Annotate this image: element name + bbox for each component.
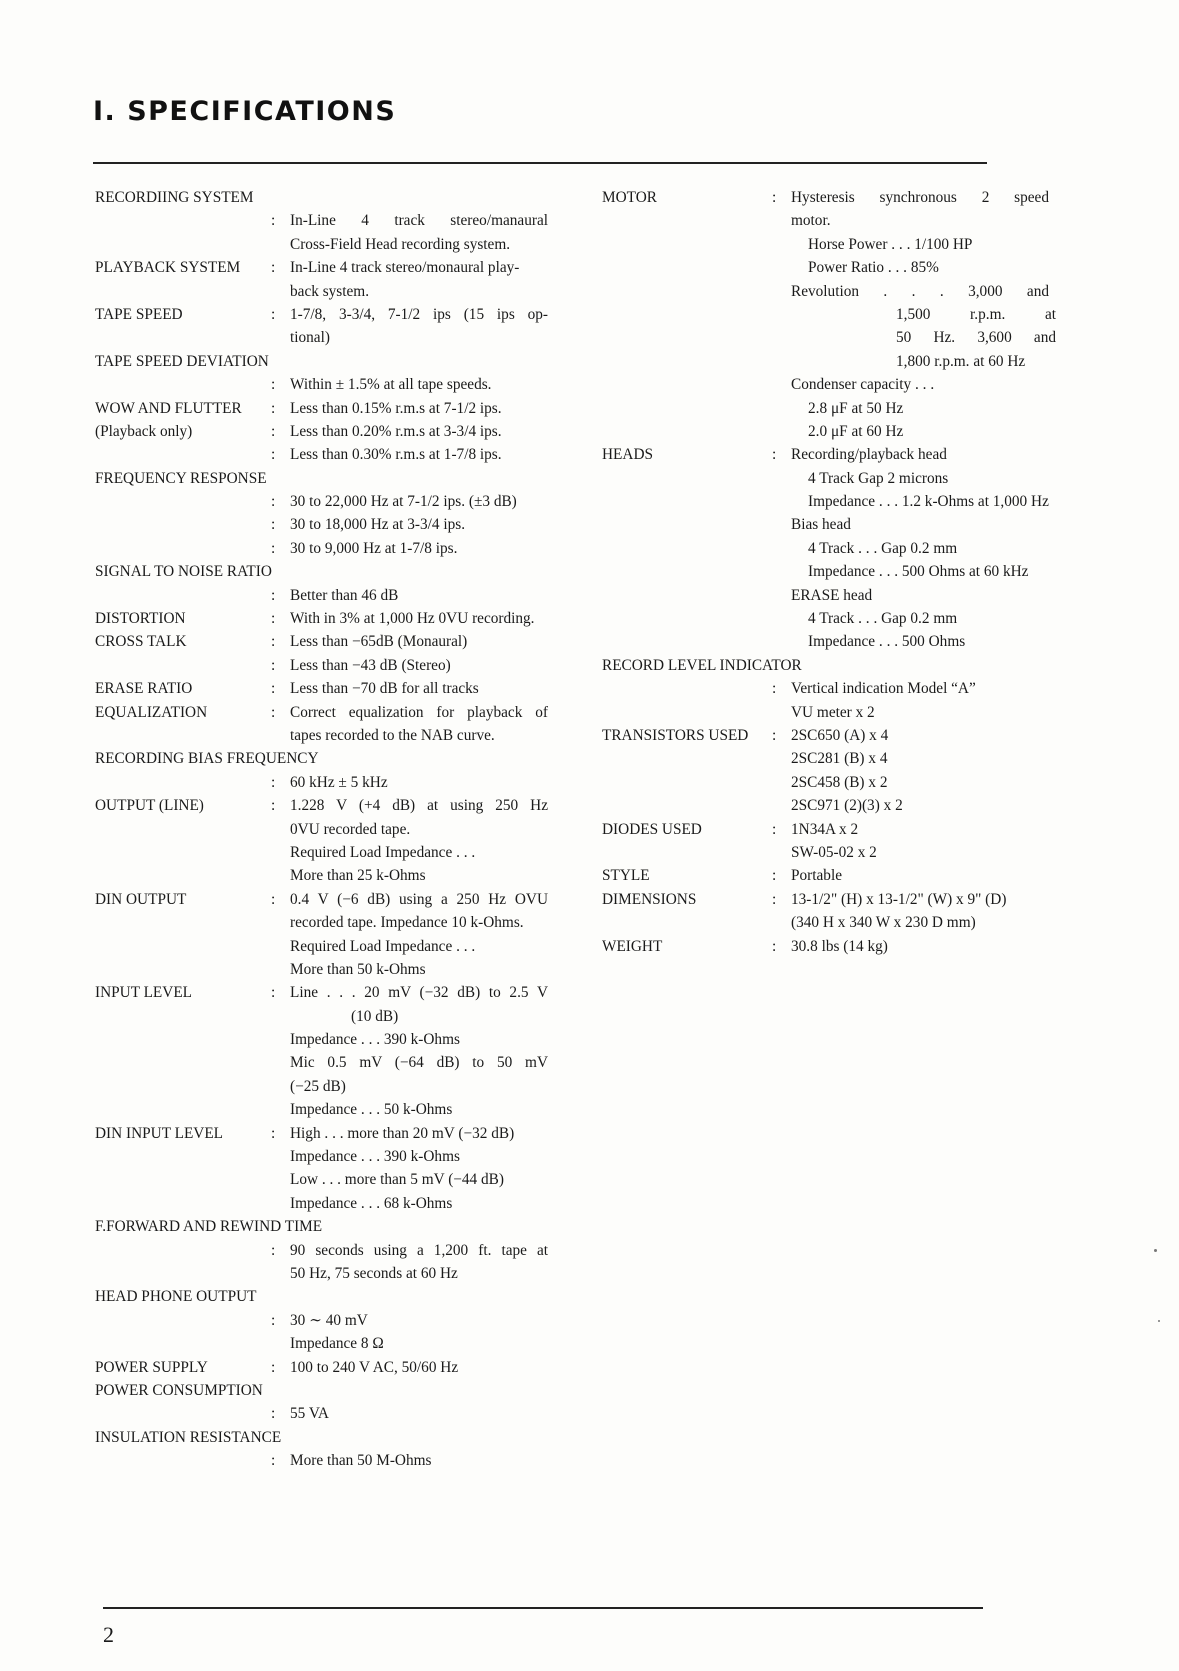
spec-value: Impedance . . . 68 k-Ohms [290,1194,453,1212]
spec-row-continuation [602,513,1082,536]
spec-value: tional) [290,329,330,347]
spec-value: 4 Track . . . Gap 0.2 mm [808,539,958,557]
page-number: 2 [103,1622,114,1647]
scan-speck [1154,1249,1157,1252]
spec-value: In-Line 4 track stereo/monaural play- [290,259,520,277]
spec-row-continuation [602,537,1082,560]
spec-row-playback-only [95,420,555,443]
top-rule [93,162,987,164]
spec-colon: : [271,1124,276,1142]
spec-value: 100 to 240 V AC, 50/60 Hz [290,1358,459,1376]
spec-row-dimensions [602,888,1082,911]
spec-value: 60 kHz ± 5 kHz [290,773,388,791]
spec-value: VU meter x 2 [791,703,875,721]
spec-row-continuation [95,1028,555,1051]
spec-row-head-phone-output [95,1285,555,1308]
spec-value: In-Line 4 track stereo/manaural [290,212,548,230]
spec-value: back system. [290,282,370,300]
spec-row-continuation [95,1449,555,1472]
spec-colon: : [772,890,777,908]
spec-value: 2.8 μF at 50 Hz [808,399,904,417]
spec-label: RECORD LEVEL INDICATOR [602,656,802,674]
spec-label: TAPE SPEED [95,305,183,323]
spec-value: 2.0 μF at 60 Hz [808,422,904,440]
spec-colon: : [271,984,276,1002]
spec-row-continuation [95,771,555,794]
spec-row-continuation [95,1145,555,1168]
spec-value: Hysteresis synchronous 2 speed [791,189,1049,206]
spec-value: 2SC971 (2)(3) x 2 [791,797,903,815]
spec-row-continuation [95,1168,555,1191]
spec-value: 30 to 9,000 Hz at 1-7/8 ips. [290,539,458,557]
spec-value: Line . . . 20 mV (−32 dB) to 2.5 V [290,984,548,1002]
spec-label: RECORDING BIAS FREQUENCY [95,750,319,768]
spec-row-continuation [602,233,1082,256]
spec-colon: : [271,1405,276,1423]
spec-value: 4 Track . . . Gap 0.2 mm [808,610,958,628]
right-spec-column [602,186,1082,958]
spec-row-power-consumption [95,1379,555,1402]
spec-row-tape-speed [95,303,555,326]
spec-value: tapes recorded to the NAB curve. [290,726,495,744]
spec-row-continuation [602,841,1082,864]
spec-row-transistors-used [602,724,1082,747]
spec-row-cross-talk [95,630,555,653]
spec-row-continuation [95,958,555,981]
spec-value: More than 50 M-Ohms [290,1452,432,1470]
spec-value: Impedance 8 Ω [290,1335,384,1353]
spec-label: MOTOR [602,189,657,206]
page-title: I. SPECIFICATIONS [93,96,397,127]
spec-row-continuation [602,560,1082,583]
spec-row-continuation [95,490,555,513]
spec-value: Bias head [791,516,851,534]
spec-colon: : [271,422,276,440]
spec-row-continuation [95,1005,555,1028]
spec-label: TAPE SPEED DEVIATION [95,352,269,370]
spec-label: STYLE [602,867,650,885]
spec-value: 2SC458 (B) x 2 [791,773,888,791]
spec-label: POWER CONSUMPTION [95,1381,263,1399]
spec-row-continuation [95,654,555,677]
spec-value: 1,500 r.p.m. at [896,305,1056,323]
spec-row-continuation [95,443,555,466]
spec-label: CROSS TALK [95,633,187,651]
spec-value: 1,800 r.p.m. at 60 Hz [896,352,1026,370]
spec-value: Impedance . . . 50 k-Ohms [290,1101,453,1119]
spec-value: Within ± 1.5% at all tape speeds. [290,376,492,394]
spec-colon: : [271,212,276,230]
spec-value: Impedance . . . 1.2 k-Ohms at 1,000 Hz [808,493,1049,511]
spec-value: Impedance . . . 390 k-Ohms [290,1031,460,1049]
spec-row-continuation [95,1332,555,1355]
spec-value: Correct equalization for playback of [290,703,548,721]
spec-label: DISTORTION [95,610,186,628]
spec-colon: : [772,867,777,885]
spec-row-continuation [95,326,555,349]
spec-value: Portable [791,867,842,885]
spec-row-wow-and-flutter [95,397,555,420]
spec-row-continuation [95,911,555,934]
spec-value: With in 3% at 1,000 Hz 0VU recording. [290,610,535,628]
spec-colon: : [271,305,276,323]
spec-label: HEADS [602,446,653,464]
spec-value: (−25 dB) [290,1077,346,1095]
spec-row-continuation [95,1309,555,1332]
spec-colon: : [271,586,276,604]
spec-value: Less than 0.30% r.m.s at 1-7/8 ips. [290,446,502,464]
spec-colon: : [271,376,276,394]
spec-row-continuation [602,397,1082,420]
spec-value: 30 to 22,000 Hz at 7-1/2 ips. (±3 dB) [290,493,517,511]
spec-row-continuation [602,747,1082,770]
spec-colon: : [772,446,777,464]
spec-row-continuation [95,584,555,607]
left-spec-column [95,186,555,1472]
spec-row-output-line [95,794,555,817]
spec-value: Impedance . . . 390 k-Ohms [290,1148,460,1166]
spec-row-continuation [95,1402,555,1425]
spec-row-continuation [602,209,1082,232]
spec-colon: : [271,493,276,511]
spec-value: High . . . more than 20 mV (−32 dB) [290,1124,515,1142]
spec-colon: : [271,610,276,628]
scan-speck [1158,1320,1160,1322]
spec-value: 0.4 V (−6 dB) using a 250 Hz OVU [290,890,548,908]
spec-label: HEAD PHONE OUTPUT [95,1288,257,1306]
spec-row-din-output [95,888,555,911]
spec-colon: : [271,703,276,721]
spec-value: 2SC281 (B) x 4 [791,750,888,768]
spec-row-continuation [95,513,555,536]
spec-value: 1.228 V (+4 dB) at using 250 Hz [290,797,548,815]
spec-value: ERASE head [791,586,873,604]
spec-colon: : [271,1241,276,1259]
spec-row-continuation [95,373,555,396]
spec-row-continuation [95,209,555,232]
spec-row-motor [602,186,1082,209]
spec-value: Revolution . . . 3,000 and [791,282,1049,300]
spec-label: FREQUENCY RESPONSE [95,469,267,487]
spec-value: Impedance . . . 500 Ohms at 60 kHz [808,563,1029,581]
spec-label: RECORDIING SYSTEM [95,189,254,206]
spec-value: Less than −65dB (Monaural) [290,633,468,651]
spec-row-equalization [95,701,555,724]
spec-value: 30 to 18,000 Hz at 3-3/4 ips. [290,516,466,534]
spec-row-continuation [95,537,555,560]
spec-row-continuation [602,373,1082,396]
spec-label: WOW AND FLUTTER [95,399,242,417]
spec-row-din-input-level [95,1122,555,1145]
spec-value: Less than −43 dB (Stereo) [290,656,451,674]
spec-row-continuation [95,864,555,887]
spec-value: Better than 46 dB [290,586,399,604]
spec-row-continuation [95,818,555,841]
spec-value: (340 H x 340 W x 230 D mm) [791,914,976,932]
spec-row-continuation [602,584,1082,607]
spec-row-f-forward-and-rewind-time [95,1215,555,1238]
spec-row-continuation [602,256,1082,279]
spec-row-continuation [602,303,1082,326]
spec-row-continuation [602,630,1082,653]
spec-row-continuation [602,677,1082,700]
spec-value: 90 seconds using a 1,200 ft. tape at [290,1241,548,1259]
spec-colon: : [772,820,777,838]
spec-value: 1N34A x 2 [791,820,859,838]
spec-row-continuation [95,1262,555,1285]
spec-value: 0VU recorded tape. [290,820,411,838]
spec-value: Vertical indication Model “A” [791,680,976,698]
spec-row-recording-bias-frequency [95,747,555,770]
spec-value: More than 50 k-Ohms [290,960,426,978]
spec-row-insulation-resistance [95,1426,555,1449]
spec-row-continuation [602,350,1082,373]
spec-value: Less than 0.15% r.m.s at 7-1/2 ips. [290,399,502,417]
spec-colon: : [772,726,777,744]
spec-value: Low . . . more than 5 mV (−44 dB) [290,1171,504,1189]
spec-row-continuation [95,1239,555,1262]
spec-label: TRANSISTORS USED [602,726,749,744]
spec-value: Less than −70 dB for all tracks [290,680,479,698]
spec-colon: : [271,446,276,464]
spec-row-continuation [95,935,555,958]
spec-row-power-supply [95,1356,555,1379]
spec-value: 55 VA [290,1405,329,1423]
spec-row-record-level-indicator [602,654,1082,677]
spec-row-continuation [602,911,1082,934]
spec-row-continuation [602,794,1082,817]
spec-colon: : [271,516,276,534]
spec-value: Condenser capacity . . . [791,376,935,394]
spec-value: 4 Track Gap 2 microns [808,469,949,487]
spec-label: INSULATION RESISTANCE [95,1428,282,1446]
spec-row-signal-to-noise-ratio [95,560,555,583]
spec-row-continuation [602,326,1082,349]
spec-row-continuation [602,701,1082,724]
spec-label: ERASE RATIO [95,680,193,698]
spec-colon: : [271,1358,276,1376]
spec-value: (10 dB) [351,1007,399,1025]
spec-label: DIN INPUT LEVEL [95,1124,224,1142]
spec-row-continuation [602,467,1082,490]
spec-row-style [602,864,1082,887]
spec-value: Mic 0.5 mV (−64 dB) to 50 mV [290,1054,548,1072]
spec-label: SIGNAL TO NOISE RATIO [95,563,272,581]
spec-label: DIODES USED [602,820,702,838]
spec-row-continuation [602,280,1082,303]
spec-colon: : [271,399,276,417]
spec-row-continuation [95,841,555,864]
spec-row-continuation [95,724,555,747]
spec-label: WEIGHT [602,937,663,955]
spec-row-continuation [602,607,1082,630]
spec-colon: : [271,890,276,908]
spec-row-diodes-used [602,818,1082,841]
spec-value: Required Load Impedance . . . [290,843,476,861]
spec-row-input-level [95,981,555,1004]
spec-colon: : [271,680,276,698]
spec-row-continuation [95,1051,555,1074]
spec-label: DIMENSIONS [602,890,697,908]
spec-label: OUTPUT (LINE) [95,797,204,815]
spec-colon: : [772,189,777,206]
spec-colon: : [772,680,777,698]
spec-value: Cross-Field Head recording system. [290,235,511,253]
spec-colon: : [271,539,276,557]
spec-value: 50 Hz. 3,600 and [896,329,1056,347]
spec-row-tape-speed-deviation [95,350,555,373]
spec-row-continuation [95,1098,555,1121]
spec-label: POWER SUPPLY [95,1358,208,1376]
spec-value: motor. [791,212,831,230]
spec-row-distortion [95,607,555,630]
spec-row-continuation [602,420,1082,443]
bottom-rule [103,1607,983,1609]
spec-value: More than 25 k-Ohms [290,867,426,885]
spec-row-playback-system [95,256,555,279]
spec-colon: : [271,1452,276,1470]
spec-value: 2SC650 (A) x 4 [791,726,889,744]
spec-value: Horse Power . . . 1/100 HP [808,235,973,253]
spec-colon: : [271,259,276,277]
spec-label: DIN OUTPUT [95,890,187,908]
spec-label: (Playback only) [95,422,193,440]
spec-value: Less than 0.20% r.m.s at 3-3/4 ips. [290,422,502,440]
spec-value: 30.8 lbs (14 kg) [791,937,888,955]
spec-value: Required Load Impedance . . . [290,937,476,955]
spec-value: 50 Hz, 75 seconds at 60 Hz [290,1264,458,1282]
spec-row-heads [602,443,1082,466]
spec-row-continuation [95,233,555,256]
spec-value: Impedance . . . 500 Ohms [808,633,966,651]
spec-colon: : [772,937,777,955]
spec-value: recorded tape. Impedance 10 k-Ohms. [290,914,524,932]
spec-colon: : [271,797,276,815]
spec-value: 1-7/8, 3-3/4, 7-1/2 ips (15 ips op- [290,305,548,323]
spec-label: INPUT LEVEL [95,984,193,1002]
spec-label: F.FORWARD AND REWIND TIME [95,1218,323,1236]
spec-value: 13-1/2" (H) x 13-1/2" (W) x 9" (D) [791,890,1007,908]
spec-colon: : [271,633,276,651]
spec-colon: : [271,656,276,674]
spec-row-weight [602,935,1082,958]
spec-row-continuation [95,1075,555,1098]
spec-value: 30 ∼ 40 mV [290,1311,368,1329]
spec-colon: : [271,1311,276,1329]
spec-colon: : [271,773,276,791]
spec-row-recordiing-system [95,186,555,209]
spec-row-continuation [602,771,1082,794]
spec-value: SW-05-02 x 2 [791,843,877,861]
spec-row-continuation [602,490,1082,513]
spec-row-erase-ratio [95,677,555,700]
spec-row-continuation [95,280,555,303]
spec-row-frequency-response [95,467,555,490]
spec-label: EQUALIZATION [95,703,208,721]
spec-value: Recording/playback head [791,446,947,464]
spec-value: Power Ratio . . . 85% [808,259,939,277]
spec-row-continuation [95,1192,555,1215]
spec-label: PLAYBACK SYSTEM [95,259,241,277]
